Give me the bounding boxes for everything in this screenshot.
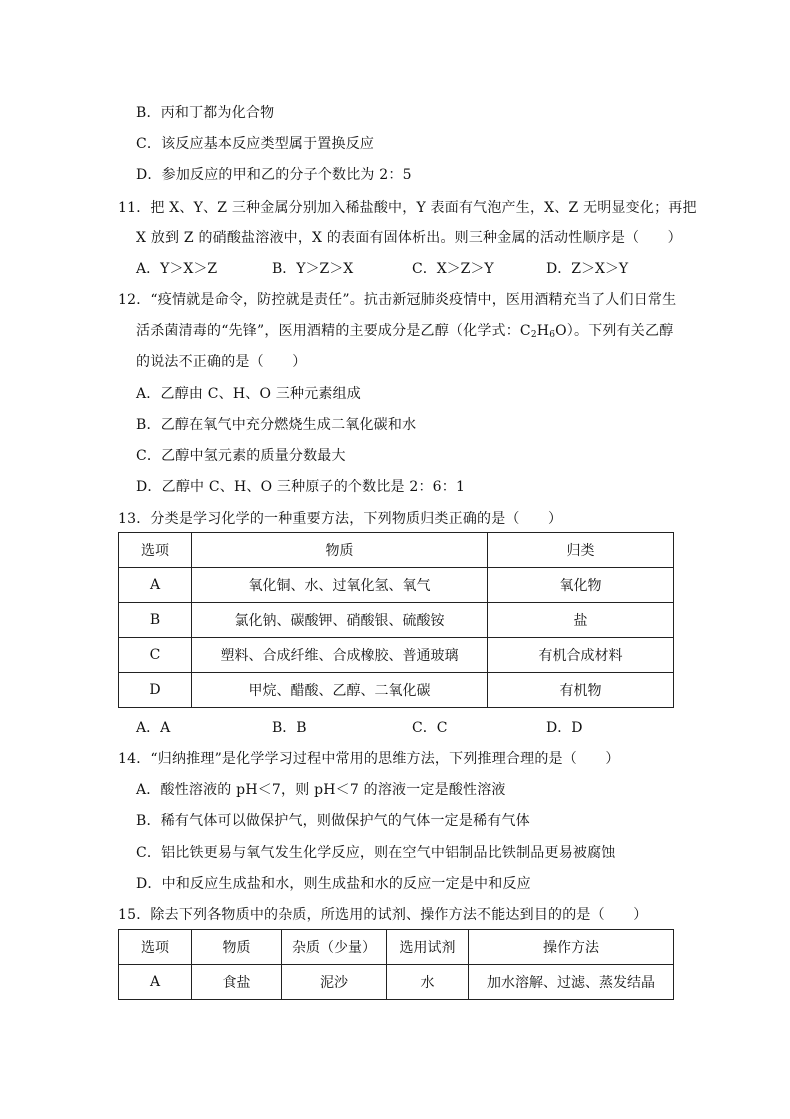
q10-option-c: C．该反应基本反应类型属于置换反应 (136, 136, 375, 152)
table-cell: 塑料、合成纤维、合成橡胶、普通玻璃 (192, 638, 488, 673)
table-cell: 氧化铜、水、过氧化氢、氧气 (192, 568, 488, 603)
header-cell: 物质 (192, 533, 488, 568)
header-cell: 选项 (119, 533, 192, 568)
q14-option-d: D．中和反应生成盐和水，则生成盐和水的反应一定是中和反应 (136, 876, 531, 892)
q11-option-a: A．Y＞X＞Z (136, 261, 218, 277)
table-row (119, 568, 674, 603)
table-cell: 泥沙 (282, 965, 387, 1000)
q12-formula-sub-2: 2 (530, 330, 537, 340)
q14-option-c: C．铝比铁更易与氧气发生化学反应，则在空气中铝制品比铁制品更易被腐蚀 (136, 845, 616, 861)
q13-option-d: D．D (546, 720, 583, 736)
q12-stem-line2-text: 活杀菌清毒的“先锋”，医用酒精的主要成分是乙醇（化学式：C (136, 323, 531, 339)
q12-option-c: C．乙醇中氢元素的质量分数最大 (136, 448, 346, 464)
table-cell: 氧化物 (488, 568, 674, 603)
q13-option-a: A．A (136, 720, 171, 736)
table-cell: C (119, 638, 192, 673)
header-cell: 选项 (119, 930, 192, 965)
q11-stem-line2: X 放到 Z 的硝酸盐溶液中，X 的表面有固体析出。则三种金属的活动性顺序是（ ） (136, 230, 682, 246)
q12-stem-line2 (136, 321, 673, 341)
q11-option-c: C．X＞Z＞Y (412, 261, 494, 277)
q10-option-b: B．丙和丁都为化合物 (136, 105, 275, 121)
table-cell: A (119, 965, 192, 1000)
q12-formula-h: H (536, 323, 550, 339)
table-cell: 有机合成材料 (488, 638, 674, 673)
table-cell: B (119, 603, 192, 638)
table-cell: D (119, 673, 192, 708)
table-cell: 食盐 (192, 965, 282, 1000)
q14-option-a: A．酸性溶液的 pH＜7，则 pH＜7 的溶液一定是酸性溶液 (136, 782, 506, 798)
table-row (119, 638, 674, 673)
table-cell: 甲烷、醋酸、乙醇、二氧化碳 (192, 673, 488, 708)
table-cell: 有机物 (488, 673, 674, 708)
q14-option-b: B．稀有气体可以做保护气，则做保护气的气体一定是稀有气体 (136, 813, 530, 829)
table-cell: 加水溶解、过滤、蒸发结晶 (469, 965, 674, 1000)
q12-stem-line3: 的说法不正确的是（ ） (136, 354, 307, 370)
q13-table (118, 532, 674, 708)
q12-formula-sub-6: 6 (549, 330, 556, 340)
table-cell: A (119, 568, 192, 603)
table-header-row (119, 930, 674, 965)
q12-option-a: A．乙醇由 C、H、O 三种元素组成 (136, 386, 362, 402)
header-cell: 杂质（少量） (282, 930, 387, 965)
table-header-row (119, 533, 674, 568)
q12-option-d: D．乙醇中 C、H、O 三种原子的个数比是 2：6：1 (136, 479, 466, 495)
table-row (119, 673, 674, 708)
q12-stem-line1: 12．“疫情就是命令，防控就是责任”。抗击新冠肺炎疫情中，医用酒精充当了人们日常生 (118, 292, 677, 308)
table-cell: 盐 (488, 603, 674, 638)
table-row (119, 603, 674, 638)
table-cell: 氯化钠、碳酸钾、硝酸银、硫酸铵 (192, 603, 488, 638)
q11-option-b: B．Y＞Z＞X (272, 261, 354, 277)
table-row (119, 965, 674, 1000)
table-cell: 水 (387, 965, 469, 1000)
q14-stem: 14．“归纳推理”是化学学习过程中常用的思维方法，下列推理合理的是（ ） (118, 751, 620, 767)
q15-table (118, 929, 674, 1000)
header-cell: 归类 (488, 533, 674, 568)
q13-stem: 13．分类是学习化学的一种重要方法，下列物质归类正确的是（ ） (118, 511, 563, 527)
q13-option-c: C．C (412, 720, 448, 736)
header-cell: 操作方法 (469, 930, 674, 965)
header-cell: 物质 (192, 930, 282, 965)
q15-stem: 15．除去下列各物质中的杂质，所选用的试剂、操作方法不能达到目的的是（ ） (118, 907, 648, 923)
header-cell: 选用试剂 (387, 930, 469, 965)
q13-option-b: B．B (272, 720, 307, 736)
q11-stem-line1: 11．把 X、Y、Z 三种金属分别加入稀盐酸中，Y 表面有气泡产生，X、Z 无明显变化；再把 (118, 200, 697, 216)
q10-option-d: D．参加反应的甲和乙的分子个数比为 2：5 (136, 167, 412, 183)
q12-option-b: B．乙醇在氧气中充分燃烧生成二氧化碳和水 (136, 417, 417, 433)
q12-stem-line2-end: O）。下列有关乙醇 (555, 323, 674, 339)
q11-option-d: D．Z＞X＞Y (546, 261, 629, 277)
